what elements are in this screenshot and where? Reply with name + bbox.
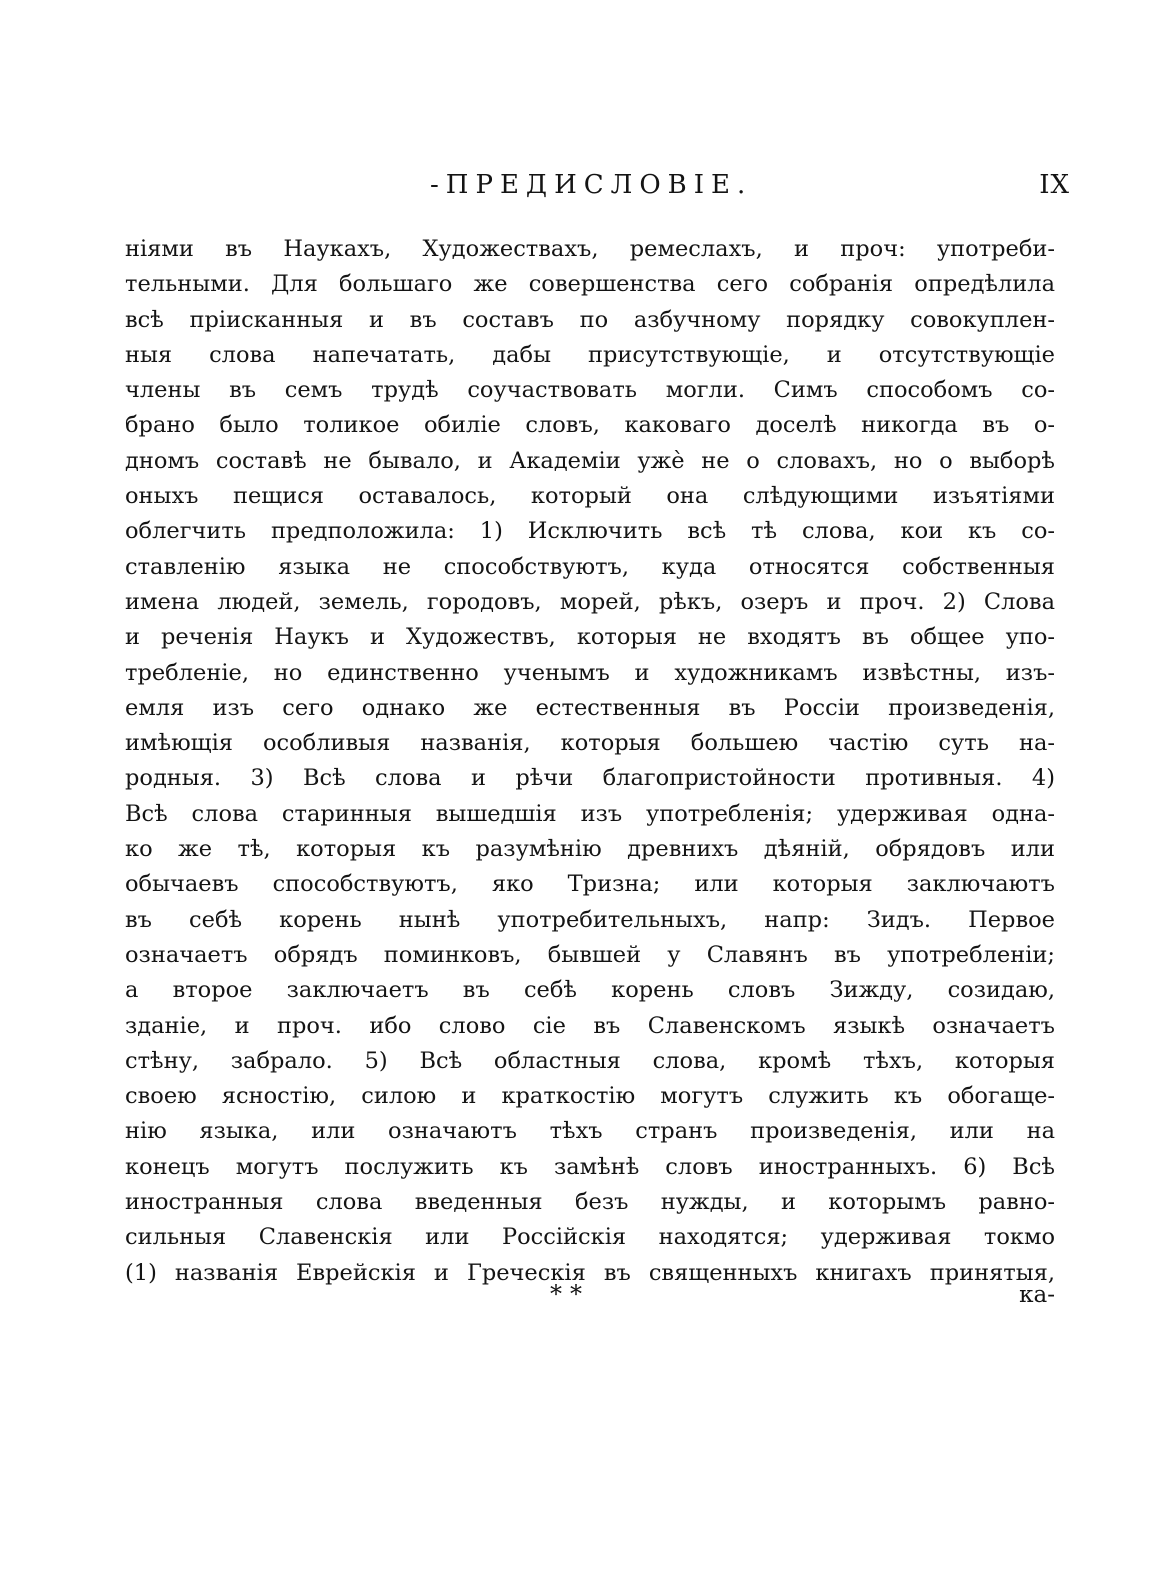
text-line: иностранныя слова введенныя безъ нужды, и которымъ равно- xyxy=(125,1189,1055,1216)
text-line: сильныя Славенскія или Россійскія находятся; удерживая токмо xyxy=(125,1224,1055,1251)
text-line: имѣющія особливыя названія, которыя большею частію суть на- xyxy=(125,730,1055,757)
text-line: ставленію языка не способствуютъ, куда относятся собственныя xyxy=(125,553,1055,580)
text-line: ніями въ Наукахъ, Художествахъ, ремеслахъ, и проч: употреби- xyxy=(125,236,1055,262)
text-line: и реченія Наукъ и Художествъ, которыя не входятъ въ общее упо- xyxy=(125,624,1055,651)
text-line: требленіе, но единственно ученымъ и художникамъ извѣстны, изъ- xyxy=(125,659,1055,686)
running-head xyxy=(120,170,1070,210)
text-line: зданіе, и проч. ибо слово сіе въ Славенскомъ языкѣ означаетъ xyxy=(125,1012,1055,1039)
text-line: дномъ составѣ не бывало, и Академіи ужѐ не о словахъ, но о выборѣ xyxy=(125,447,1055,474)
text-line: ко же тѣ, которыя къ разумѣнію древнихъ дѣяній, обрядовъ или xyxy=(125,836,1055,863)
text-line: своею ясностію, силою и краткостію могутъ служить къ обогаще- xyxy=(125,1083,1055,1110)
text-line: обычаевъ способствуютъ, яко Тризна; или которыя заключаютъ xyxy=(125,871,1055,898)
body-text xyxy=(125,232,1055,1291)
text-line: а второе заключаетъ въ себѣ корень словъ Зижду, созидаю, xyxy=(125,977,1055,1004)
text-line: означаетъ обрядъ поминковъ, бывшей у Славянъ въ употребленіи; xyxy=(125,941,1055,968)
text-line: облегчить предположила: 1) Исключить всѣ тѣ слова, кои къ со- xyxy=(125,518,1055,545)
text-line: конецъ могутъ послужить къ замѣнѣ словъ иностранныхъ. 6) Всѣ xyxy=(125,1153,1055,1180)
text-line: имена людей, земель, городовъ, морей, рѣкъ, озеръ и проч. 2) Слова xyxy=(125,588,1055,615)
text-line: емля изъ сего однако же естественныя въ Россіи произведенія, xyxy=(125,694,1055,721)
text-line: тельными. Для большаго же совершенства сего собранія опредѣлила xyxy=(125,271,1055,298)
text-line: въ себѣ корень нынѣ употребительныхъ, напр: Зидъ. Первое xyxy=(125,906,1055,933)
page-number: IX xyxy=(1039,170,1070,200)
text-line: члены въ семъ трудѣ соучаствовать могли. Симъ способомъ со- xyxy=(125,377,1055,404)
catchword: ка- xyxy=(1019,1282,1055,1308)
text-line: родныя. 3) Всѣ слова и рѣчи благопристойности противныя. 4) xyxy=(125,765,1055,792)
text-line: нію языка, или означаютъ тѣхъ странъ произведенія, или на xyxy=(125,1118,1055,1145)
text-line: брано было толикое обиліе словъ, каковаго доселѣ никогда въ о- xyxy=(125,412,1055,439)
text-line: (1) названія Еврейскія и Греческія въ священныхъ книгахъ принятыя, xyxy=(125,1259,1055,1286)
running-title: -ПРЕДИСЛОВІЕ. xyxy=(430,170,753,200)
signature-mark: ** xyxy=(550,1280,590,1308)
text-line: всѣ пріисканныя и въ составъ по азбучному порядку совокуплен- xyxy=(125,306,1055,333)
text-line: ныя слова напечатать, дабы присутствующіе, и отсутствующіе xyxy=(125,341,1055,368)
text-line: оныхъ пещися оставалось, который она слѣдующими изъятіями xyxy=(125,483,1055,510)
text-line: стѣну, забрало. 5) Всѣ областныя слова, кромѣ тѣхъ, которыя xyxy=(125,1047,1055,1074)
text-line: Всѣ слова старинныя вышедшія изъ употребленія; удерживая одна- xyxy=(125,800,1055,827)
